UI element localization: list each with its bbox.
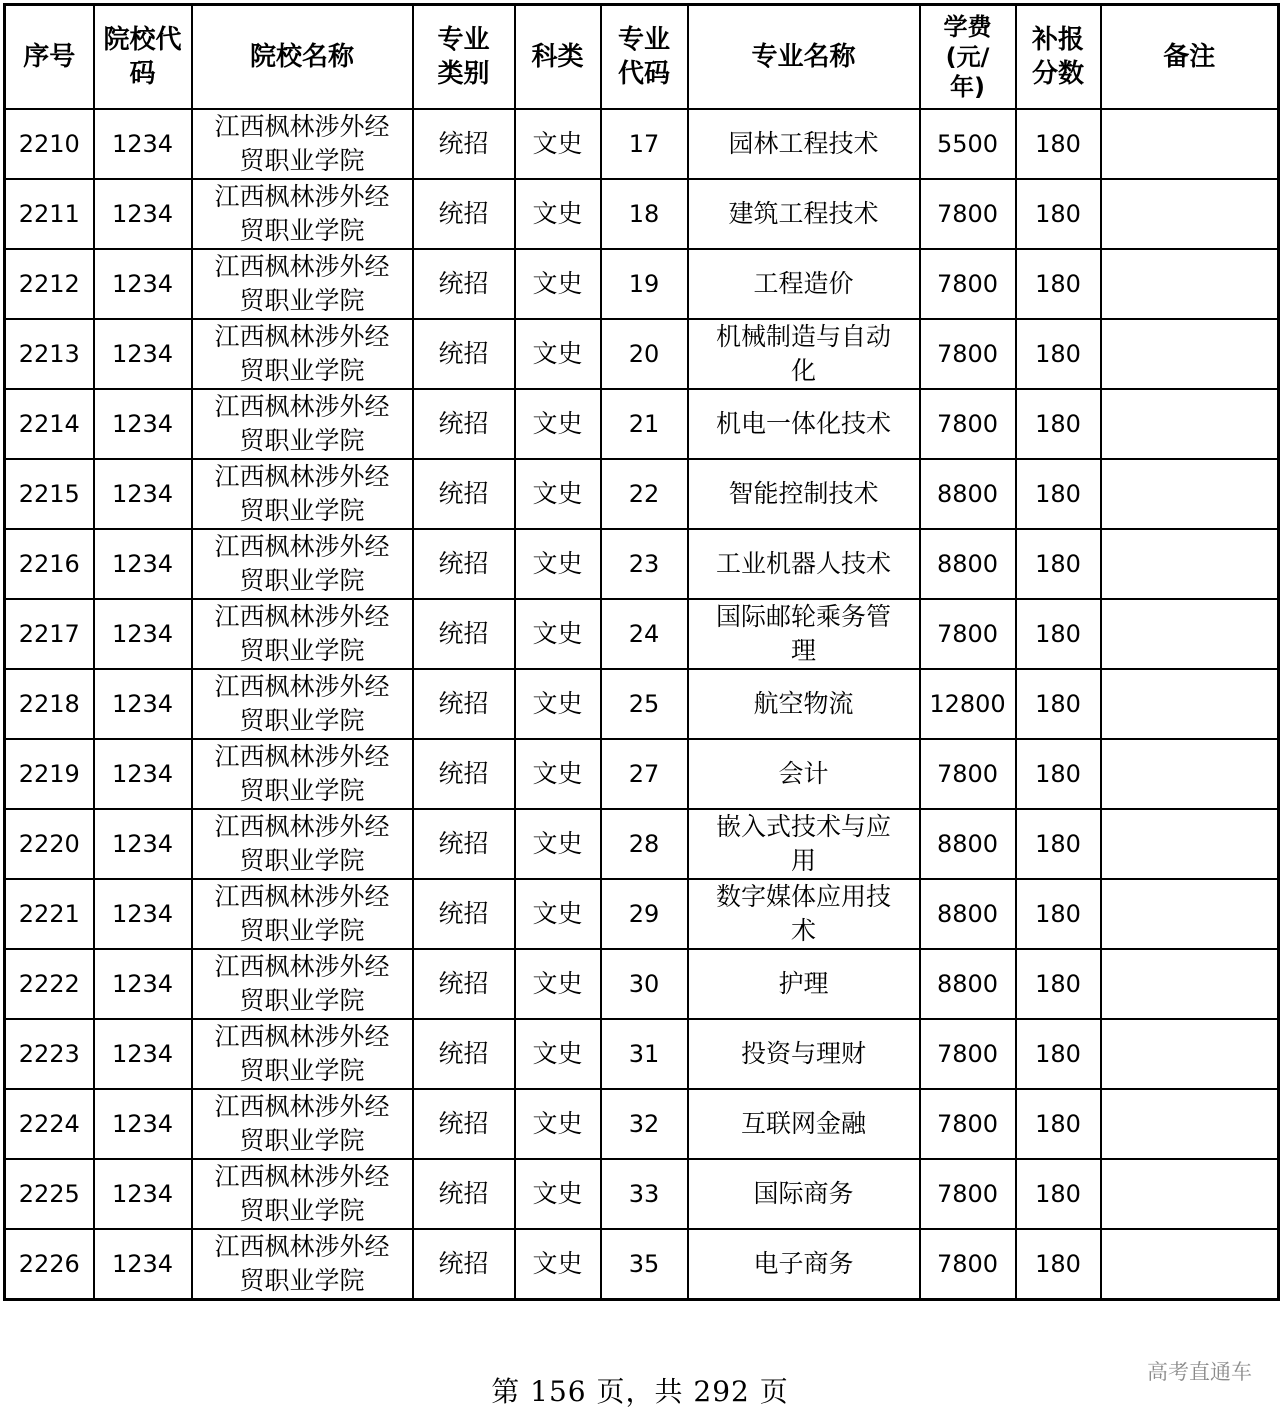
cell-major-code: 17 bbox=[601, 109, 688, 179]
cell-school-code: 1234 bbox=[94, 1089, 192, 1159]
cell-major-code: 29 bbox=[601, 879, 688, 949]
cell-seq: 2218 bbox=[5, 669, 94, 739]
cell-major-name: 嵌入式技术与应 用 bbox=[688, 809, 920, 879]
cell-school-name: 江西枫林涉外经 贸职业学院 bbox=[192, 1229, 413, 1300]
header-school-name: 院校名称 bbox=[192, 5, 413, 110]
cell-major-name: 会计 bbox=[688, 739, 920, 809]
cell-subject: 文史 bbox=[515, 1089, 601, 1159]
cell-tuition: 7800 bbox=[920, 389, 1016, 459]
cell-school-name: 江西枫林涉外经 贸职业学院 bbox=[192, 809, 413, 879]
cell-major-code: 33 bbox=[601, 1159, 688, 1229]
cell-min-score: 180 bbox=[1016, 319, 1101, 389]
cell-subject: 文史 bbox=[515, 1019, 601, 1089]
table-row bbox=[5, 1089, 1279, 1159]
cell-tuition: 7800 bbox=[920, 319, 1016, 389]
cell-major-name: 电子商务 bbox=[688, 1229, 920, 1300]
table-row bbox=[5, 179, 1279, 249]
table-body bbox=[5, 109, 1279, 1300]
cell-major-code: 28 bbox=[601, 809, 688, 879]
cell-major-code: 24 bbox=[601, 599, 688, 669]
cell-seq: 2217 bbox=[5, 599, 94, 669]
cell-school-code: 1234 bbox=[94, 179, 192, 249]
cell-school-name: 江西枫林涉外经 贸职业学院 bbox=[192, 739, 413, 809]
cell-major-category: 统招 bbox=[413, 1019, 515, 1089]
cell-seq: 2224 bbox=[5, 1089, 94, 1159]
cell-remarks bbox=[1101, 319, 1279, 389]
cell-school-code: 1234 bbox=[94, 739, 192, 809]
cell-subject: 文史 bbox=[515, 1229, 601, 1300]
cell-tuition: 8800 bbox=[920, 459, 1016, 529]
cell-seq: 2215 bbox=[5, 459, 94, 529]
cell-major-category: 统招 bbox=[413, 109, 515, 179]
page-number-footer: 第 156 页，共 292 页 bbox=[491, 1375, 789, 1408]
header-min-score: 补报 分数 bbox=[1016, 5, 1101, 110]
table-row bbox=[5, 459, 1279, 529]
cell-major-category: 统招 bbox=[413, 949, 515, 1019]
table-row bbox=[5, 669, 1279, 739]
header-school-code: 院校代 码 bbox=[94, 5, 192, 110]
cell-subject: 文史 bbox=[515, 599, 601, 669]
cell-remarks bbox=[1101, 1229, 1279, 1300]
table-row bbox=[5, 1229, 1279, 1300]
header-major-category: 专业 类别 bbox=[413, 5, 515, 110]
cell-subject: 文史 bbox=[515, 669, 601, 739]
cell-major-name: 国际邮轮乘务管 理 bbox=[688, 599, 920, 669]
cell-min-score: 180 bbox=[1016, 809, 1101, 879]
cell-tuition: 7800 bbox=[920, 179, 1016, 249]
cell-major-name: 投资与理财 bbox=[688, 1019, 920, 1089]
cell-school-code: 1234 bbox=[94, 249, 192, 319]
cell-seq: 2216 bbox=[5, 529, 94, 599]
cell-major-name: 机械制造与自动 化 bbox=[688, 319, 920, 389]
cell-seq: 2213 bbox=[5, 319, 94, 389]
cell-school-code: 1234 bbox=[94, 459, 192, 529]
cell-remarks bbox=[1101, 599, 1279, 669]
cell-major-category: 统招 bbox=[413, 1089, 515, 1159]
table-row bbox=[5, 809, 1279, 879]
cell-min-score: 180 bbox=[1016, 1159, 1101, 1229]
cell-remarks bbox=[1101, 809, 1279, 879]
watermark-text: 高考直通车 bbox=[1147, 1360, 1252, 1384]
cell-remarks bbox=[1101, 109, 1279, 179]
cell-major-category: 统招 bbox=[413, 319, 515, 389]
cell-school-name: 江西枫林涉外经 贸职业学院 bbox=[192, 319, 413, 389]
cell-remarks bbox=[1101, 529, 1279, 599]
cell-major-code: 35 bbox=[601, 1229, 688, 1300]
cell-remarks bbox=[1101, 1089, 1279, 1159]
cell-major-name: 工业机器人技术 bbox=[688, 529, 920, 599]
cell-seq: 2222 bbox=[5, 949, 94, 1019]
cell-min-score: 180 bbox=[1016, 249, 1101, 319]
cell-major-category: 统招 bbox=[413, 879, 515, 949]
cell-major-code: 18 bbox=[601, 179, 688, 249]
cell-major-name: 护理 bbox=[688, 949, 920, 1019]
cell-school-name: 江西枫林涉外经 贸职业学院 bbox=[192, 109, 413, 179]
cell-min-score: 180 bbox=[1016, 179, 1101, 249]
cell-min-score: 180 bbox=[1016, 949, 1101, 1019]
table-row bbox=[5, 599, 1279, 669]
cell-school-code: 1234 bbox=[94, 1229, 192, 1300]
cell-remarks bbox=[1101, 879, 1279, 949]
cell-remarks bbox=[1101, 459, 1279, 529]
cell-seq: 2211 bbox=[5, 179, 94, 249]
table-row bbox=[5, 319, 1279, 389]
table-row bbox=[5, 1159, 1279, 1229]
cell-tuition: 8800 bbox=[920, 529, 1016, 599]
cell-school-name: 江西枫林涉外经 贸职业学院 bbox=[192, 1089, 413, 1159]
cell-subject: 文史 bbox=[515, 529, 601, 599]
cell-seq: 2220 bbox=[5, 809, 94, 879]
cell-seq: 2223 bbox=[5, 1019, 94, 1089]
cell-seq: 2226 bbox=[5, 1229, 94, 1300]
cell-school-name: 江西枫林涉外经 贸职业学院 bbox=[192, 669, 413, 739]
cell-seq: 2214 bbox=[5, 389, 94, 459]
table-row bbox=[5, 739, 1279, 809]
cell-school-code: 1234 bbox=[94, 669, 192, 739]
cell-school-code: 1234 bbox=[94, 809, 192, 879]
cell-subject: 文史 bbox=[515, 179, 601, 249]
cell-tuition: 7800 bbox=[920, 739, 1016, 809]
cell-school-code: 1234 bbox=[94, 879, 192, 949]
cell-school-name: 江西枫林涉外经 贸职业学院 bbox=[192, 949, 413, 1019]
cell-min-score: 180 bbox=[1016, 529, 1101, 599]
cell-major-name: 智能控制技术 bbox=[688, 459, 920, 529]
cell-min-score: 180 bbox=[1016, 599, 1101, 669]
cell-tuition: 7800 bbox=[920, 1229, 1016, 1300]
cell-remarks bbox=[1101, 389, 1279, 459]
cell-major-category: 统招 bbox=[413, 529, 515, 599]
table-row bbox=[5, 949, 1279, 1019]
cell-seq: 2212 bbox=[5, 249, 94, 319]
cell-major-category: 统招 bbox=[413, 1159, 515, 1229]
cell-subject: 文史 bbox=[515, 389, 601, 459]
cell-major-category: 统招 bbox=[413, 669, 515, 739]
cell-school-name: 江西枫林涉外经 贸职业学院 bbox=[192, 389, 413, 459]
cell-seq: 2221 bbox=[5, 879, 94, 949]
cell-subject: 文史 bbox=[515, 459, 601, 529]
admissions-table bbox=[3, 3, 1280, 1301]
cell-seq: 2210 bbox=[5, 109, 94, 179]
table-header-row bbox=[5, 5, 1279, 110]
cell-min-score: 180 bbox=[1016, 1019, 1101, 1089]
cell-school-name: 江西枫林涉外经 贸职业学院 bbox=[192, 599, 413, 669]
cell-remarks bbox=[1101, 1019, 1279, 1089]
cell-major-code: 31 bbox=[601, 1019, 688, 1089]
cell-major-category: 统招 bbox=[413, 809, 515, 879]
header-remarks: 备注 bbox=[1101, 5, 1279, 110]
cell-major-code: 20 bbox=[601, 319, 688, 389]
cell-major-category: 统招 bbox=[413, 739, 515, 809]
cell-seq: 2225 bbox=[5, 1159, 94, 1229]
cell-school-name: 江西枫林涉外经 贸职业学院 bbox=[192, 459, 413, 529]
cell-school-name: 江西枫林涉外经 贸职业学院 bbox=[192, 529, 413, 599]
cell-min-score: 180 bbox=[1016, 389, 1101, 459]
cell-subject: 文史 bbox=[515, 879, 601, 949]
cell-major-category: 统招 bbox=[413, 599, 515, 669]
cell-tuition: 8800 bbox=[920, 809, 1016, 879]
cell-subject: 文史 bbox=[515, 739, 601, 809]
cell-min-score: 180 bbox=[1016, 669, 1101, 739]
cell-tuition: 7800 bbox=[920, 1089, 1016, 1159]
cell-major-name: 国际商务 bbox=[688, 1159, 920, 1229]
cell-major-category: 统招 bbox=[413, 249, 515, 319]
cell-major-code: 25 bbox=[601, 669, 688, 739]
cell-tuition: 8800 bbox=[920, 949, 1016, 1019]
header-major-name: 专业名称 bbox=[688, 5, 920, 110]
cell-tuition: 7800 bbox=[920, 1159, 1016, 1229]
table-row bbox=[5, 1019, 1279, 1089]
cell-major-code: 27 bbox=[601, 739, 688, 809]
cell-remarks bbox=[1101, 249, 1279, 319]
cell-tuition: 8800 bbox=[920, 879, 1016, 949]
cell-tuition: 5500 bbox=[920, 109, 1016, 179]
table-row bbox=[5, 249, 1279, 319]
cell-subject: 文史 bbox=[515, 809, 601, 879]
cell-school-code: 1234 bbox=[94, 319, 192, 389]
cell-school-code: 1234 bbox=[94, 1019, 192, 1089]
cell-subject: 文史 bbox=[515, 249, 601, 319]
cell-min-score: 180 bbox=[1016, 1089, 1101, 1159]
cell-school-code: 1234 bbox=[94, 109, 192, 179]
cell-remarks bbox=[1101, 739, 1279, 809]
cell-seq: 2219 bbox=[5, 739, 94, 809]
cell-major-code: 21 bbox=[601, 389, 688, 459]
cell-tuition: 7800 bbox=[920, 1019, 1016, 1089]
cell-tuition: 12800 bbox=[920, 669, 1016, 739]
cell-major-code: 23 bbox=[601, 529, 688, 599]
cell-tuition: 7800 bbox=[920, 249, 1016, 319]
cell-school-code: 1234 bbox=[94, 599, 192, 669]
cell-tuition: 7800 bbox=[920, 599, 1016, 669]
cell-major-category: 统招 bbox=[413, 459, 515, 529]
table-row bbox=[5, 389, 1279, 459]
cell-school-name: 江西枫林涉外经 贸职业学院 bbox=[192, 1159, 413, 1229]
cell-major-name: 机电一体化技术 bbox=[688, 389, 920, 459]
cell-major-name: 数字媒体应用技 术 bbox=[688, 879, 920, 949]
cell-major-name: 互联网金融 bbox=[688, 1089, 920, 1159]
cell-major-category: 统招 bbox=[413, 1229, 515, 1300]
header-tuition: 学费 (元/ 年) bbox=[920, 5, 1016, 110]
cell-major-code: 32 bbox=[601, 1089, 688, 1159]
table-row bbox=[5, 529, 1279, 599]
cell-remarks bbox=[1101, 949, 1279, 1019]
cell-remarks bbox=[1101, 1159, 1279, 1229]
header-major-code: 专业 代码 bbox=[601, 5, 688, 110]
cell-min-score: 180 bbox=[1016, 459, 1101, 529]
cell-min-score: 180 bbox=[1016, 739, 1101, 809]
header-subject: 科类 bbox=[515, 5, 601, 110]
cell-min-score: 180 bbox=[1016, 879, 1101, 949]
cell-major-name: 工程造价 bbox=[688, 249, 920, 319]
cell-major-name: 建筑工程技术 bbox=[688, 179, 920, 249]
cell-school-name: 江西枫林涉外经 贸职业学院 bbox=[192, 879, 413, 949]
cell-school-name: 江西枫林涉外经 贸职业学院 bbox=[192, 179, 413, 249]
cell-school-name: 江西枫林涉外经 贸职业学院 bbox=[192, 249, 413, 319]
table-row bbox=[5, 879, 1279, 949]
cell-school-code: 1234 bbox=[94, 1159, 192, 1229]
table-row bbox=[5, 109, 1279, 179]
cell-school-name: 江西枫林涉外经 贸职业学院 bbox=[192, 1019, 413, 1089]
cell-major-name: 航空物流 bbox=[688, 669, 920, 739]
cell-major-category: 统招 bbox=[413, 389, 515, 459]
cell-min-score: 180 bbox=[1016, 109, 1101, 179]
cell-major-name: 园林工程技术 bbox=[688, 109, 920, 179]
cell-subject: 文史 bbox=[515, 1159, 601, 1229]
cell-min-score: 180 bbox=[1016, 1229, 1101, 1300]
cell-major-category: 统招 bbox=[413, 179, 515, 249]
cell-remarks bbox=[1101, 179, 1279, 249]
cell-school-code: 1234 bbox=[94, 389, 192, 459]
header-seq: 序号 bbox=[5, 5, 94, 110]
cell-major-code: 30 bbox=[601, 949, 688, 1019]
cell-subject: 文史 bbox=[515, 319, 601, 389]
cell-remarks bbox=[1101, 669, 1279, 739]
cell-subject: 文史 bbox=[515, 949, 601, 1019]
cell-school-code: 1234 bbox=[94, 949, 192, 1019]
cell-major-code: 19 bbox=[601, 249, 688, 319]
cell-major-code: 22 bbox=[601, 459, 688, 529]
cell-subject: 文史 bbox=[515, 109, 601, 179]
cell-school-code: 1234 bbox=[94, 529, 192, 599]
